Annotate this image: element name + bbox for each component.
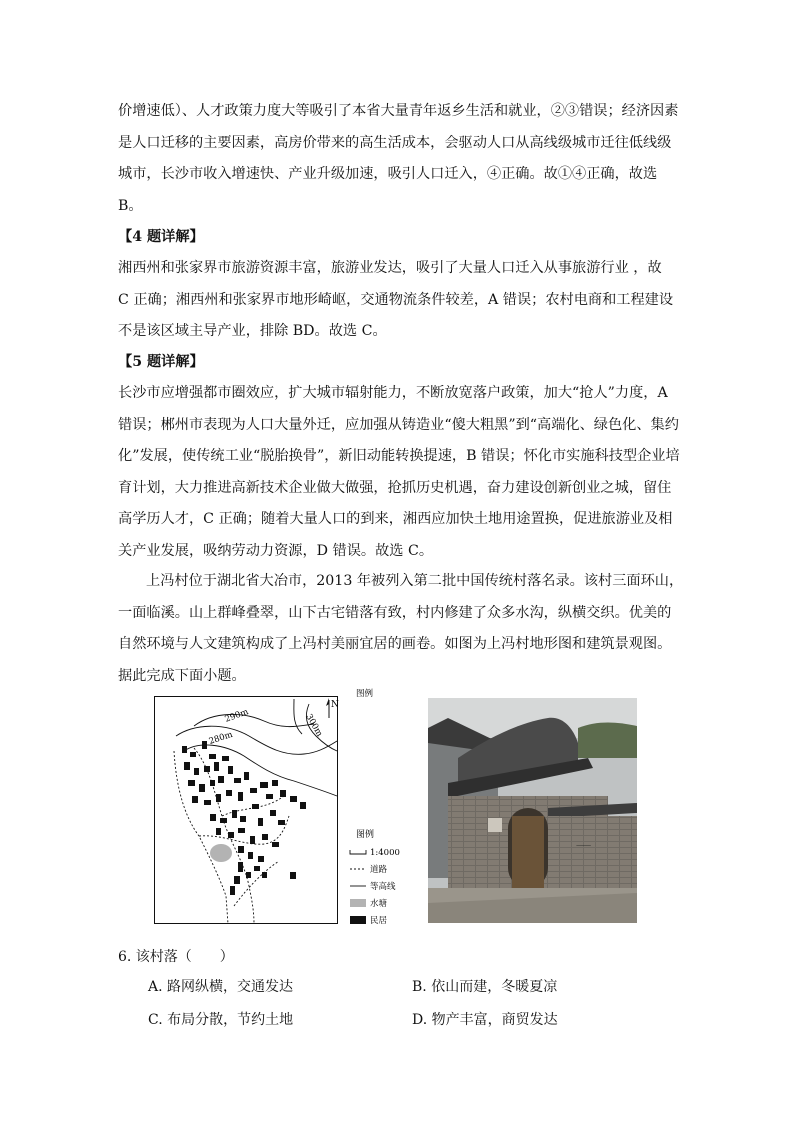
answer-paragraph-5	[118, 378, 680, 567]
material-intro	[118, 566, 684, 692]
text-line: 自然环境与人文建筑构成了上冯村美丽宜居的画卷。如图为上冯村地形图和建筑景观图。	[118, 636, 672, 652]
heading-question-5: 【5 题详解】	[118, 354, 204, 370]
contour-label-300: 300m	[303, 712, 325, 739]
legend-road-label: 道路	[370, 865, 388, 875]
text-line: 据此完成下面小题。	[118, 667, 246, 684]
north-label: N	[331, 700, 339, 710]
heading-question-4: 【4 题详解】	[118, 229, 204, 245]
village-building-photo	[428, 698, 637, 923]
text-line: 是人口迁移的主要因素，高房价带来的高生活成本，会驱动人口从高线级城市迁往低线级	[118, 134, 672, 151]
text-line: 高学历人才，C 正确；随着大量人口的到来，湘西应加快土地用途置换，促进旅游业及相	[118, 511, 673, 527]
text-line: 化”发展，使传统工业“脱胎换骨”，新旧动能转换提速，B 错误；怀化市实施科技型企业培	[118, 448, 680, 464]
text-line: 长沙市应增强都市圈效应，扩大城市辐射能力，不断放宽落户政策，加大“抢人”力度，A	[118, 385, 668, 401]
text-line: B。	[118, 197, 143, 214]
map-legend-panel	[348, 828, 428, 928]
option-b[interactable]: B. 依山而建，冬暖夏凉	[412, 979, 558, 995]
legend-title: 图例	[356, 689, 374, 699]
answer-paragraph-3	[118, 96, 679, 222]
legend-scale-label: 1:4000	[370, 848, 400, 858]
option-c[interactable]: C. 布局分散，节约土地	[148, 1012, 294, 1028]
text-line: 城市，长沙市收入增速快、产业升级加速，吸引人口迁入，④正确。故①④正确，故选	[118, 166, 658, 182]
legend-dwelling-label: 民居	[370, 916, 388, 926]
legend-pond-label: 水塘	[370, 899, 388, 909]
scale-bar-icon	[350, 850, 366, 854]
option-d[interactable]: D. 物产丰富，商贸发达	[412, 1012, 558, 1028]
dwelling-icon	[350, 916, 366, 924]
text-line: 上冯村位于湖北省大冶市，2013 年被列入第二批中国传统村落名录。该村三面环山，	[146, 573, 684, 589]
text-line: 不是该区域主导产业，排除 BD。故选 C。	[118, 323, 387, 339]
svg-text:⸺: ⸺	[576, 841, 592, 851]
text-line: 一面临溪。山上群峰叠翠，山下古宅错落有致，村内修建了众多水沟，纵横交织。优美的	[118, 604, 672, 621]
text-line: 错误；郴州市表现为人口大量外迁，应加强从铸造业“傻大粗黑”到“高端化、绿色化、集约	[118, 416, 679, 433]
text-line: 育计划，大力推进高新技术企业做大做强，抢抓历史机遇，奋力建设创新创业之城，留住	[118, 479, 672, 496]
option-a[interactable]: A. 路网纵横，交通发达	[148, 979, 294, 995]
contour-label-280: 280m	[207, 729, 235, 747]
text-line: 湘西州和张家界市旅游资源丰富，旅游业发达，吸引了大量人口迁入从事旅游行业 ，故	[118, 260, 662, 276]
pond-icon	[210, 844, 232, 862]
map-legend	[356, 688, 374, 699]
question-6-stem: 6. 该村落（ ）	[118, 949, 234, 965]
pond-icon	[350, 899, 366, 907]
text-line: C 正确；湘西州和张家界市地形崎岖，交通物流条件较差，A 错误；农村电商和工程建设	[118, 291, 674, 308]
text-line: 价增速低）、人才政策力度大等吸引了本省大量青年返乡生活和就业，②③错误；经济因素	[118, 103, 679, 119]
contour-label-290: 290m	[223, 707, 250, 725]
legend-title: 图例	[356, 830, 375, 840]
legend-contour-label: 等高线	[370, 882, 396, 892]
text-line: 关产业发展，吸纳劳动力资源，D 错误。故选 C。	[118, 542, 434, 559]
answer-paragraph-4	[118, 253, 676, 348]
village-topographic-map	[154, 689, 374, 924]
